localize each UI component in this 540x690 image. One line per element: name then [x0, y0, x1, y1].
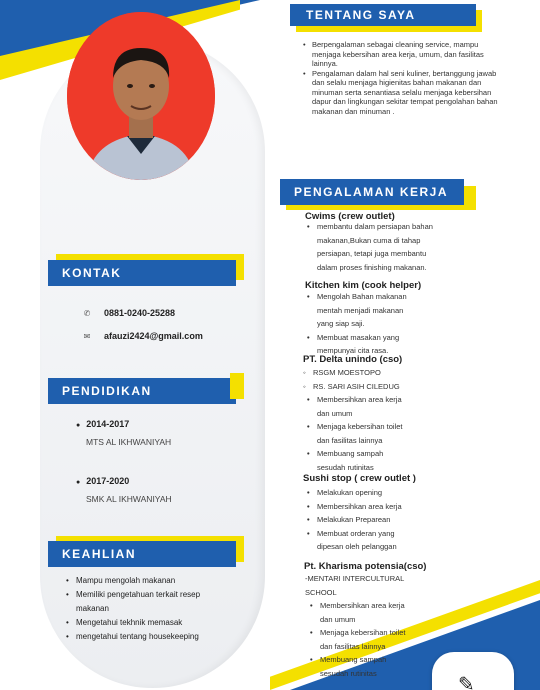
job-duty: dan fasilitas lainnya: [317, 435, 383, 445]
job-duty: dipesan oleh pelanggan: [317, 542, 397, 551]
job-duty: • Membersihkan area kerja: [309, 599, 405, 613]
phone-number: 0881-0240-25288: [104, 308, 176, 318]
person-avatar-icon: [67, 12, 215, 180]
skill-item: • Mengetahui tekhnik memasak: [66, 616, 226, 630]
education-years: ● 2014-2017: [76, 419, 171, 429]
email-row: [80, 331, 203, 341]
job-duty: • Membersihkan area kerja: [306, 393, 402, 407]
email-icon: ✉: [83, 331, 91, 341]
job-duties: [302, 366, 402, 474]
job-duty: -MENTARI INTERCULTURAL: [305, 574, 405, 583]
job-duty: • Membersihkan area kerja: [306, 500, 402, 514]
job-duty: yang siap saji.: [317, 319, 365, 328]
job-duty: • Menjaga kebersihan toilet: [309, 626, 405, 640]
skills-heading: KEAHLIAN: [48, 541, 236, 567]
job-title: PT. Delta unindo (cso): [303, 354, 403, 365]
job-duty: dan umum: [317, 408, 353, 418]
skills-list: [66, 574, 226, 644]
education-item: [76, 476, 172, 504]
about-list: [300, 40, 500, 116]
job-duties: [306, 290, 407, 358]
job-duty: sesudah rutinitas: [317, 462, 374, 472]
job-title: Sushi stop ( crew outlet ): [303, 473, 416, 484]
job-duty: dan fasilitas lainnya: [320, 641, 386, 651]
job-duty: • Membuang sampah: [309, 653, 405, 667]
edit-button[interactable]: [432, 652, 514, 690]
job-duties: [306, 486, 402, 554]
education-heading: PENDIDIKAN: [48, 378, 236, 404]
job-duty: sesudah rutinitas: [320, 668, 377, 678]
phone-row: [80, 308, 175, 318]
edit-pen-icon: ✎: [458, 674, 475, 690]
profile-photo: [67, 12, 215, 180]
job-duty: • Membuat masakan yang: [306, 331, 407, 345]
job-title: Cwims (crew outlet): [305, 211, 395, 222]
education-school: MTS AL IKHWANIYAH: [86, 437, 172, 447]
job-duty: persiapan, tetapi juga membantu: [317, 249, 427, 258]
about-item: • Pengalaman dalam hal seni kuliner, bertanggung jawab dan selalu menjaga higienitas bahan makanan dan minuman serta senantiasa selalu menjaga kebersihan dapur dan lingkungan sekitar tempat pengolahan bahan makanan dan minuman .: [300, 69, 500, 117]
job-duty: mentah menjadi makanan: [317, 305, 404, 315]
job-duty: mempunyai cita rasa.: [317, 346, 389, 355]
job-duty: • membantu dalam persiapan bahan: [306, 220, 433, 234]
job-title: Kitchen kim (cook helper): [305, 280, 422, 291]
job-duty: • Melakukan opening: [306, 486, 402, 500]
job-duty: • Melakukan Preparean: [306, 513, 402, 527]
job-duty: SCHOOL: [305, 587, 337, 597]
skill-item: • Mampu mengolah makanan: [66, 574, 226, 588]
job-duty: • Mengolah Bahan makanan: [306, 290, 407, 304]
job-duty: • Menjaga kebersihan toilet: [306, 420, 402, 434]
education-school: SMK AL IKHWANIYAH: [86, 494, 172, 504]
education-years: ● 2017-2020: [76, 476, 172, 486]
about-item: • Berpengalaman sebagai cleaning service, mampu menjaga kebersihan area kerja, umum, dan fasilitas lainnya.: [300, 40, 500, 69]
job-duty: makanan,Bukan cuma di tahap: [317, 235, 421, 245]
experience-heading: PENGALAMAN KERJA: [280, 179, 464, 205]
education-item: [76, 419, 171, 447]
skill-item: • mengetahui tentang housekeeping: [66, 630, 226, 644]
job-duty: dalam proses finishing makanan.: [317, 262, 427, 272]
job-duty: • Membuat orderan yang: [306, 527, 402, 541]
job-duty: ◦ RS. SARI ASIH CILEDUG: [302, 380, 402, 394]
job-duty: dan umum: [320, 614, 356, 624]
contact-heading: KONTAK: [48, 260, 236, 286]
job-duty: ◦ RSGM MOESTOPO: [302, 366, 402, 380]
job-duties: [306, 220, 433, 274]
job-duties: [305, 572, 405, 680]
phone-icon: ✆: [83, 308, 91, 318]
job-title: Pt. Kharisma potensia(cso): [304, 561, 427, 572]
job-duty: • Membuang sampah: [306, 447, 402, 461]
email-address: afauzi2424@gmail.com: [104, 331, 203, 341]
about-heading: TENTANG SAYA: [290, 4, 476, 26]
heading-accent: [230, 373, 244, 399]
skill-item: • Memiliki pengetahuan terkait resep makanan: [66, 588, 226, 616]
